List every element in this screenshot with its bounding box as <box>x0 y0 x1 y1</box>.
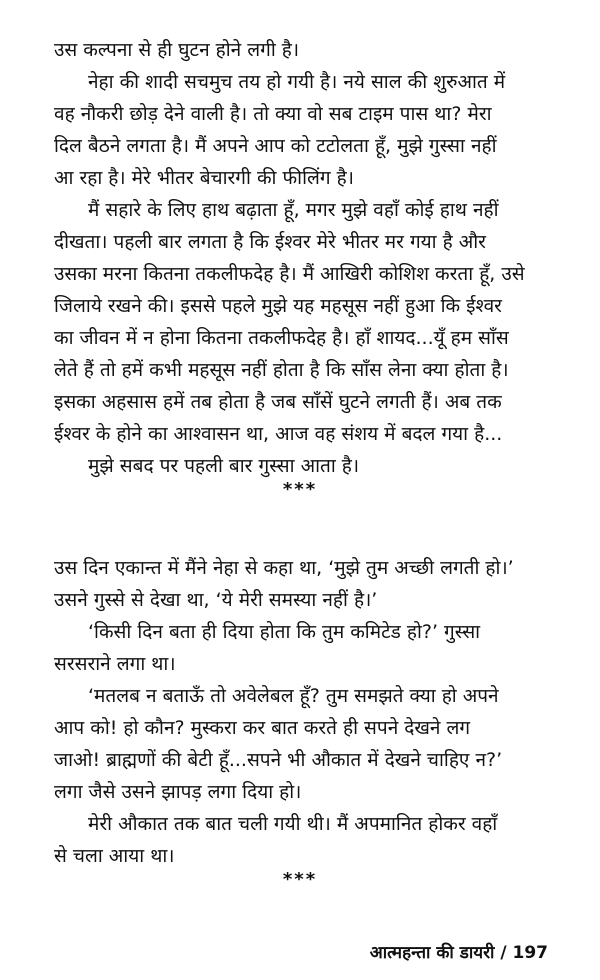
text-line: आ रहा है। मेरे भीतर बेचारगी की फीलिंग है। <box>54 167 354 189</box>
text-line: सरसराने लगा था। <box>54 653 176 675</box>
text-line: लेते हैं तो हमें कभी महसूस नहीं होता है कि साँस लेना क्या होता है। <box>54 359 509 381</box>
text-line: उसने गुस्से से देखा था, ‘ये मेरी समस्या नहीं है।’ <box>54 589 378 611</box>
paragraph-start-line: मैं सहारे के लिए हाथ बढ़ाता हूँ, मगर मुझे वहाँ कोई हाथ नहीं <box>88 199 499 221</box>
section-separator: *** <box>282 479 318 500</box>
paragraph-start-line: मुझे सबद पर पहली बार गुस्सा आता है। <box>88 455 360 477</box>
text-line: लगा जैसे उसने झापड़ लगा दिया हो। <box>54 781 302 803</box>
footer-slash: / <box>500 943 513 963</box>
text-line: उस कल्पना से ही घुटन होने लगी है। <box>54 39 300 61</box>
text-line: जाओ! ब्राह्मणों की बेटी हूँ...सपने भी औकात में देखने चाहिए न?’ <box>54 749 503 771</box>
text-line: इसका अहसास हमें तब होता है जब साँसें घुटने लगती हैं। अब तक <box>54 391 502 413</box>
page-number: 197 <box>512 943 548 963</box>
running-footer <box>370 941 548 965</box>
book-title: आत्महन्ता की डायरी <box>369 943 495 963</box>
text-line: आप को! हो कौन? मुस्करा कर बात करते ही सपने देखने लग <box>54 717 471 739</box>
text-line: ईश्वर के होने का आश्वासन था, आज वह संशय में बदल गया है... <box>54 423 503 445</box>
text-line: दिल बैठने लगता है। मैं अपने आप को टटोलता हूँ, मुझे गुस्सा नहीं <box>54 135 497 157</box>
text-line: उस दिन एकान्त में मैंने नेहा से कहा था, ‘मुझे तुम अच्छी लगती हो।’ <box>54 557 514 579</box>
text-line: दीखता। पहली बार लगता है कि ईश्वर मेरे भीतर मर गया है और <box>54 231 486 253</box>
text-line: से चला आया था। <box>54 845 175 867</box>
paragraph-start-line: ‘किसी दिन बता ही दिया होता कि तुम कमिटेड हो?’ गुस्सा <box>88 621 481 643</box>
paragraph-start-line: मेरी औकात तक बात चली गयी थी। मैं अपमानित होकर वहाँ <box>88 813 498 835</box>
text-line: का जीवन में न होना कितना तकलीफदेह है। हाँ शायद...यूँ हम साँस <box>54 327 509 349</box>
section-separator: *** <box>282 869 318 890</box>
paragraph-start-line: नेहा की शादी सचमुच तय हो गयी है। नये साल की शुरुआत में <box>88 71 506 93</box>
text-line: जिलाये रखने की। इससे पहले मुझे यह महसूस नहीं हुआ कि ईश्वर <box>54 295 502 317</box>
paragraph-start-line: ‘मतलब न बताऊँ तो अवेलेबल हूँ? तुम समझते क्या हो अपने <box>88 685 499 707</box>
text-line: उसका मरना कितना तकलीफदेह है। मैं आखिरी कोशिश करता हूँ, उसे <box>54 263 525 285</box>
text-line: वह नौकरी छोड़ देने वाली है। तो क्या वो सब टाइम पास था? मेरा <box>54 103 492 125</box>
